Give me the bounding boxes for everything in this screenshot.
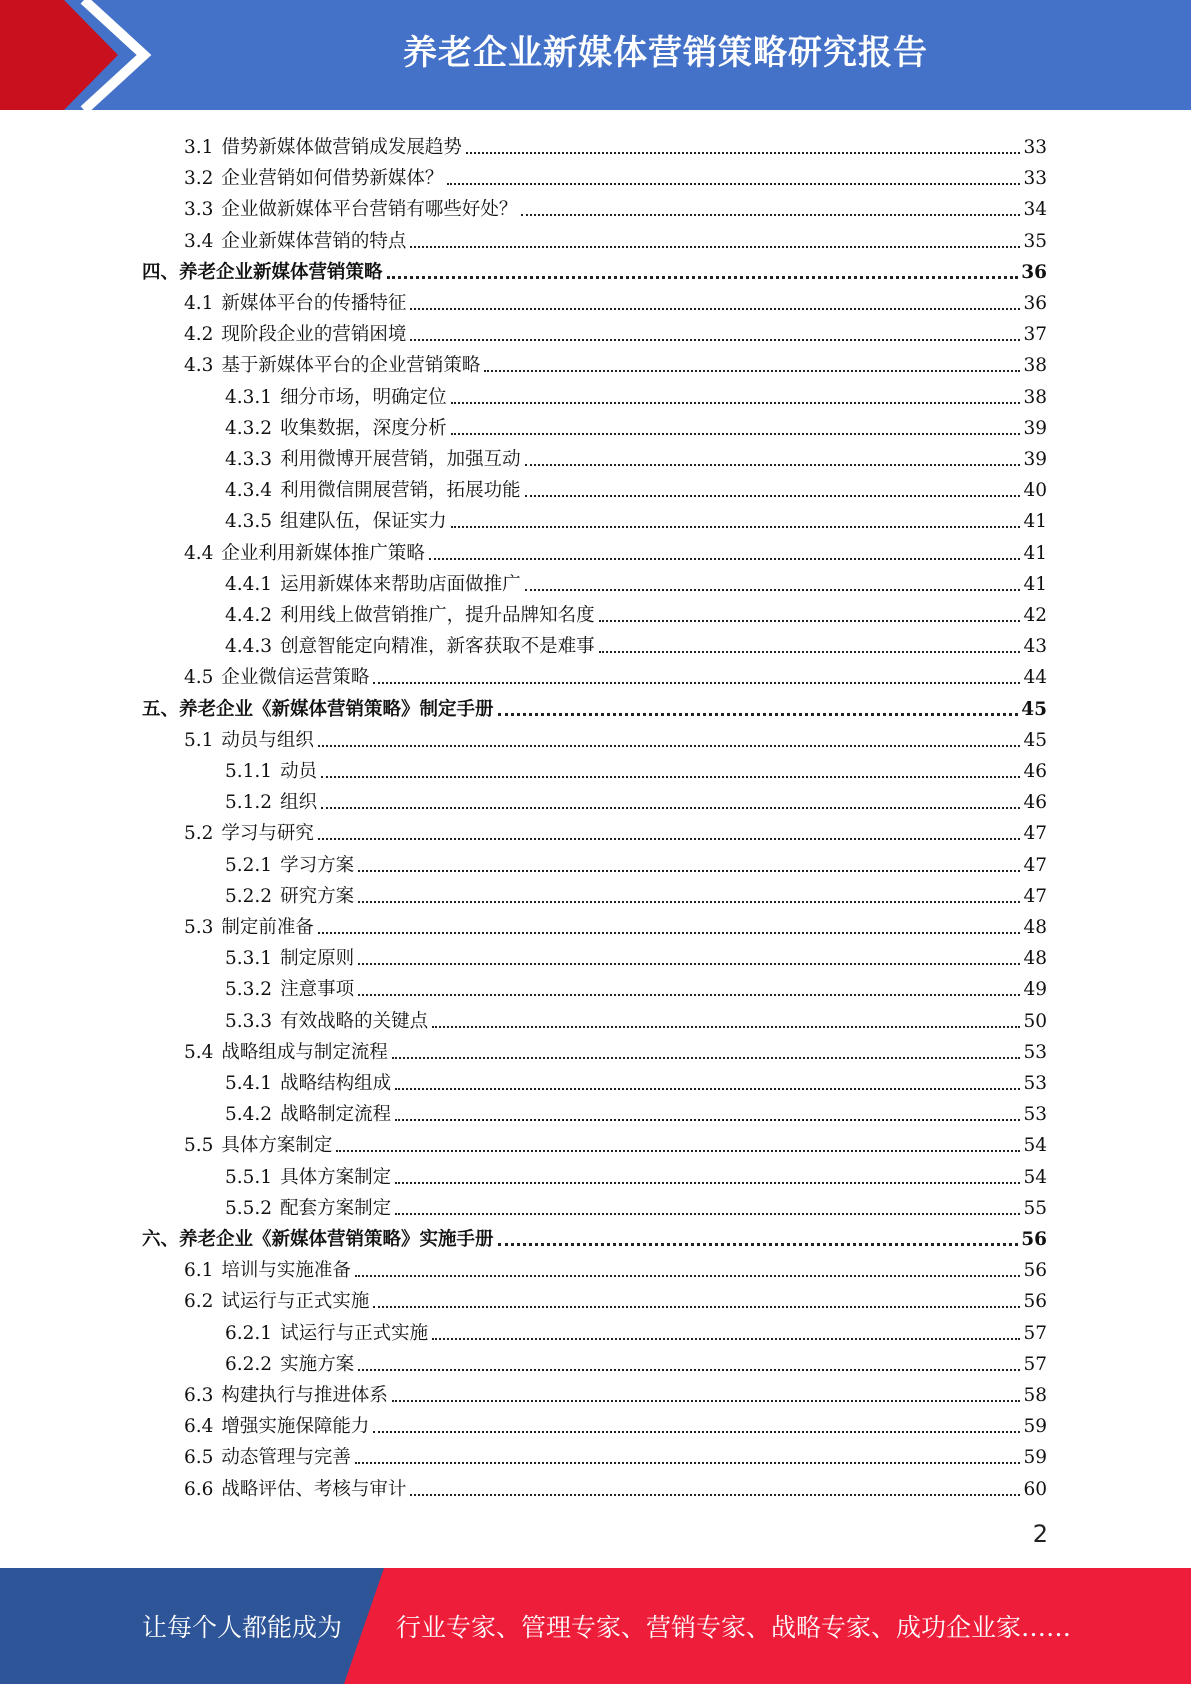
toc-entry[interactable] [184,190,1047,221]
toc-entry-number: 6.2.1 [225,1322,273,1344]
toc-entry-page: 42 [1023,605,1047,626]
toc-entry-page: 33 [1023,137,1047,158]
toc-dot-leader [525,589,1021,591]
toc-entry-page: 56 [1023,1291,1047,1313]
toc-entry[interactable] [184,346,1047,377]
toc-dot-leader [525,464,1021,466]
toc-entry-page: 39 [1023,417,1047,439]
toc-entry-page: 50 [1023,1010,1047,1032]
toc-entry-title: 试运行与正式实施 [280,1322,429,1344]
toc-entry-title: 企业微信运营策略 [221,667,370,689]
toc-entry-title: 利用微信開展营销，拓展功能 [280,480,521,502]
toc-entry-title: 组织 [280,792,318,814]
toc-entry[interactable] [142,1220,1047,1251]
toc-dot-leader [318,745,1021,747]
toc-entry-page: 44 [1023,667,1047,689]
toc-entry[interactable] [184,721,1047,752]
toc-dot-leader [432,1338,1020,1340]
toc-dot-leader [392,1057,1021,1059]
toc-dot-leader [373,1306,1020,1308]
toc-entry-title: 创意智能定向精准，新客获取不是难事 [280,636,595,658]
toc-entry[interactable] [142,690,1047,721]
toc-entry[interactable] [225,409,1047,440]
toc-entry[interactable] [184,1033,1047,1064]
toc-entry[interactable] [225,846,1047,877]
toc-entry-title: 战略组成与制定流程 [221,1041,388,1063]
toc-dot-leader [358,870,1020,872]
toc-dot-leader [451,433,1021,435]
toc-entry-number: 5.3.1 [225,948,273,970]
toc-entry-page: 56 [1023,1260,1047,1282]
toc-dot-leader [395,1119,1020,1121]
toc-entry-title: 组建队伍，保证实力 [280,511,447,533]
toc-dot-leader [451,402,1021,404]
header-title: 养老企业新媒体营销策略研究报告 [403,33,928,73]
toc-entry-page: 49 [1023,979,1047,1001]
toc-entry-number: 5.5.1 [225,1166,273,1188]
toc-entry-page: 37 [1023,324,1047,346]
toc-entry-title: 运用新媒体来帮助店面做推广 [280,573,521,595]
toc-entry-page: 35 [1023,230,1047,252]
toc-entry[interactable] [225,939,1047,970]
toc-entry-number: 4.4.3 [225,636,273,658]
toc-dot-leader [392,1400,1021,1402]
toc-entry-number: 5.4.1 [225,1073,273,1094]
toc-entry-title: 战略制定流程 [280,1104,392,1126]
toc-dot-leader [395,1213,1020,1215]
toc-entry-page: 59 [1023,1416,1047,1438]
page-header [0,0,1191,110]
toc-entry-number: 3.1 [184,137,214,158]
toc-entry[interactable] [225,877,1047,908]
toc-entry-title: 构建执行与推进体系 [221,1385,388,1406]
toc-entry-page: 47 [1023,854,1047,876]
toc-dot-leader [410,1494,1020,1496]
toc-dot-leader [321,776,1020,778]
toc-entry-title: 增强实施保障能力 [221,1416,370,1438]
toc-entry-number: 3.4 [184,230,214,252]
toc-entry-title: 动员 [280,761,318,782]
toc-entry[interactable] [184,222,1047,253]
toc-entry[interactable] [184,1282,1047,1313]
toc-dot-leader [599,620,1021,622]
toc-entry-number: 5.2 [184,823,214,845]
toc-entry-number: 4.3.3 [225,449,273,470]
toc-dot-leader [599,651,1021,653]
toc-entry-page: 58 [1023,1385,1047,1406]
toc-entry-number: 4.3 [184,355,214,377]
toc-entry-page: 54 [1023,1166,1047,1188]
toc-entry-page: 54 [1023,1135,1047,1157]
toc-entry[interactable] [225,1158,1047,1189]
toc-entry-number: 6.5 [184,1447,214,1469]
toc-dot-leader [395,1182,1020,1184]
toc-entry-page: 34 [1023,199,1047,221]
toc-entry-page: 45 [1021,698,1047,720]
toc-entry-page: 53 [1023,1073,1047,1094]
toc-entry[interactable] [225,596,1047,627]
toc-entry[interactable] [184,315,1047,346]
toc-dot-leader [321,807,1020,809]
toc-entry-page: 57 [1023,1353,1047,1375]
toc-entry-number: 4.3.1 [225,386,273,408]
toc-entry-title: 利用线上做营销推广，提升品牌知名度 [280,605,595,626]
toc-entry-title: 具体方案制定 [221,1135,333,1157]
toc-entry[interactable] [142,253,1047,284]
toc-entry-title: 现阶段企业的营销困境 [221,324,407,346]
toc-entry[interactable] [225,752,1047,783]
toc-entry-number: 4.4.2 [225,605,273,626]
toc-entry-title: 学习与研究 [221,823,314,845]
toc-entry-title: 配套方案制定 [280,1197,392,1219]
toc-entry[interactable] [225,1314,1047,1345]
toc-entry-title: 六、养老企业《新媒体营销策略》实施手册 [142,1229,494,1250]
toc-entry-number: 3.3 [184,199,214,221]
toc-entry-number: 5.3 [184,917,214,938]
toc-dot-leader [410,339,1020,341]
toc-entry[interactable] [225,471,1047,502]
toc-entry-number: 6.2 [184,1291,214,1313]
toc-entry-title: 五、养老企业《新媒体营销策略》制定手册 [142,698,494,720]
toc-entry[interactable] [225,970,1047,1001]
toc-entry-page: 53 [1023,1041,1047,1063]
toc-entry-number: 5.4 [184,1041,214,1063]
toc-dot-leader [395,1088,1020,1090]
toc-dot-leader [336,1150,1020,1152]
page-number: 2 [1032,1520,1048,1548]
toc-entry[interactable] [184,658,1047,689]
toc-entry-title: 动态管理与完善 [221,1447,351,1469]
toc-dot-leader [521,214,1020,216]
toc-entry-number: 4.3.5 [225,511,273,533]
toc-dot-leader [410,308,1020,310]
toc-dot-leader [373,682,1020,684]
toc-entry-title: 企业营销如何借势新媒体？ [221,168,444,190]
toc-entry[interactable] [184,814,1047,845]
toc-entry-title: 企业利用新媒体推广策略 [221,542,425,564]
toc-dot-leader [355,1462,1021,1464]
toc-entry-title: 战略评估、考核与审计 [221,1478,407,1500]
toc-entry-number: 4.3.4 [225,480,273,502]
toc-entry-title: 四、养老企业新媒体营销策略 [142,261,383,283]
toc-dot-leader [358,1369,1020,1371]
toc-entry[interactable] [225,378,1047,409]
toc-entry-title: 有效战略的关键点 [280,1010,429,1032]
toc-entry-page: 38 [1023,355,1047,377]
toc-entry[interactable] [225,1064,1047,1095]
toc-entry-number: 6.4 [184,1416,214,1438]
toc-entry[interactable] [225,1002,1047,1033]
toc-dot-leader [410,246,1020,248]
toc-entry-page: 46 [1023,792,1047,814]
toc-entry-page: 36 [1023,293,1047,314]
toc-entry[interactable] [225,1189,1047,1220]
toc-entry[interactable] [225,1095,1047,1126]
footer-slogan-left: 让每个人都能成为 [142,1613,343,1642]
toc-entry-number: 4.5 [184,667,214,689]
toc-entry[interactable] [225,502,1047,533]
toc-dot-leader [447,183,1020,185]
toc-entry-page: 48 [1023,948,1047,970]
toc-entry[interactable] [225,783,1047,814]
toc-entry-number: 6.1 [184,1260,214,1282]
toc-entry-title: 收集数据，深度分析 [280,417,447,439]
toc-entry-number: 5.5.2 [225,1197,273,1219]
toc-dot-leader [466,152,1021,154]
toc-entry-page: 55 [1023,1197,1047,1219]
toc-entry-title: 借势新媒体做营销成发展趋势 [221,137,462,158]
toc-entry-page: 59 [1023,1447,1047,1469]
toc-dot-leader [358,901,1020,903]
toc-entry[interactable] [184,1251,1047,1282]
toc-entry[interactable] [184,159,1047,190]
toc-entry-title: 新媒体平台的传播特征 [221,293,407,314]
toc-entry-page: 38 [1023,386,1047,408]
toc-entry-number: 4.4 [184,542,214,564]
toc-dot-leader [358,994,1020,996]
toc-entry-title: 学习方案 [280,854,355,876]
toc-entry-title: 试运行与正式实施 [221,1291,370,1313]
toc-entry-page: 48 [1023,917,1047,938]
toc-dot-leader [451,526,1021,528]
toc-entry-page: 40 [1023,480,1047,502]
toc-entry[interactable] [184,1126,1047,1157]
toc-entry-number: 4.3.2 [225,417,273,439]
toc-entry-title: 企业新媒体营销的特点 [221,230,407,252]
toc-entry-title: 利用微博开展营销，加强互动 [280,449,521,470]
toc-entry-number: 4.2 [184,324,214,346]
toc-entry-page: 57 [1023,1322,1047,1344]
toc-entry-page: 46 [1023,761,1047,782]
page-footer [0,1568,1191,1684]
toc-entry-title: 注意事项 [280,979,355,1001]
toc-entry-page: 41 [1023,573,1047,595]
toc-entry-page: 47 [1023,823,1047,845]
toc-dot-leader [373,1431,1020,1433]
toc-dot-leader [525,495,1021,497]
toc-entry[interactable] [184,534,1047,565]
toc-entry-page: 43 [1023,636,1047,658]
toc-entry-number: 4.1 [184,293,214,314]
toc-entry[interactable] [184,1438,1047,1469]
toc-entry-page: 53 [1023,1104,1047,1126]
toc-entry-page: 33 [1023,168,1047,190]
toc-entry-title: 研究方案 [280,885,355,907]
toc-entry-number: 5.5 [184,1135,214,1157]
toc-entry-number: 5.3.2 [225,979,273,1001]
toc-dot-leader [498,713,1019,716]
toc-entry-number: 5.1 [184,729,214,751]
toc-entry[interactable] [184,908,1047,939]
toc-entry-page: 56 [1021,1229,1047,1250]
toc-entry-number: 5.2.1 [225,854,273,876]
toc-entry-number: 3.2 [184,168,214,190]
toc-entry[interactable] [184,1376,1047,1407]
toc-entry[interactable] [184,128,1047,159]
toc-entry-title: 企业做新媒体平台营销有哪些好处？ [221,199,518,221]
toc-dot-leader [429,558,1021,560]
toc-dot-leader [432,1026,1020,1028]
toc-entry-number: 6.2.2 [225,1353,273,1375]
toc-entry[interactable] [184,1470,1047,1501]
toc-entry-number: 5.1.1 [225,761,273,782]
toc-entry-page: 47 [1023,885,1047,907]
toc-entry-number: 5.4.2 [225,1104,273,1126]
toc-entry-page: 41 [1023,542,1047,564]
toc-dot-leader [484,370,1020,372]
toc-dot-leader [355,1275,1021,1277]
toc-dot-leader [358,963,1020,965]
toc-dot-leader [318,838,1021,840]
toc-entry-page: 45 [1023,729,1047,751]
footer-slogan-right: 行业专家、管理专家、营销专家、战略专家、成功企业家…… [396,1613,1072,1642]
toc-entry[interactable] [225,565,1047,596]
toc-entry-page: 39 [1023,449,1047,470]
toc-entry-page: 41 [1023,511,1047,533]
toc-entry-number: 5.2.2 [225,885,273,907]
toc-entry[interactable] [184,1407,1047,1438]
toc-entry-title: 培训与实施准备 [221,1260,351,1282]
toc-entry-number: 6.3 [184,1385,214,1406]
toc-entry-title: 制定前准备 [221,917,314,938]
toc-entry-title: 动员与组织 [221,729,314,751]
toc-dot-leader [318,932,1021,934]
toc-entry-number: 6.6 [184,1478,214,1500]
toc-entry-page: 60 [1023,1478,1047,1500]
toc-entry-title: 基于新媒体平台的企业营销策略 [221,355,481,377]
toc-dot-leader [387,276,1019,279]
toc-entry-title: 细分市场，明确定位 [280,386,447,408]
toc-entry[interactable] [225,1345,1047,1376]
toc-entry-number: 4.4.1 [225,573,273,595]
toc-entry-title: 制定原则 [280,948,355,970]
toc-entry-title: 战略结构组成 [280,1073,392,1094]
toc-entry[interactable] [184,284,1047,315]
toc-entry[interactable] [225,627,1047,658]
toc-entry-number: 5.3.3 [225,1010,273,1032]
header-arrow-decoration [0,0,160,110]
toc-entry-title: 实施方案 [280,1353,355,1375]
toc-entry-number: 5.1.2 [225,792,273,814]
toc-entry-page: 36 [1021,261,1047,283]
toc-entry[interactable] [225,440,1047,471]
toc-entry-title: 具体方案制定 [280,1166,392,1188]
toc-dot-leader [498,1243,1019,1246]
